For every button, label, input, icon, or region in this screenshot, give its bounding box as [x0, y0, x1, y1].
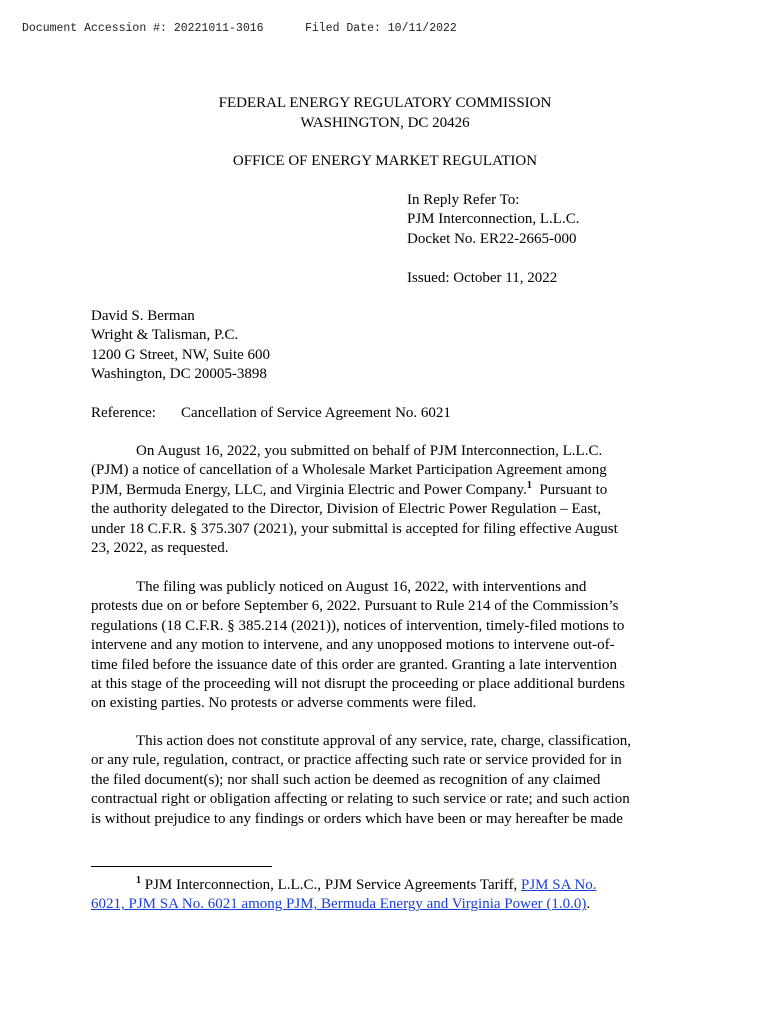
paragraph-line: (PJM) a notice of cancellation of a Wholesale Market Participation Agreement among	[91, 462, 607, 479]
footnote	[91, 876, 691, 915]
footnote-number: 1	[136, 875, 141, 886]
agency-address: WASHINGTON, DC 20426	[300, 115, 470, 131]
paragraph-2	[91, 578, 691, 714]
paragraph-line: intervene and any motion to intervene, and any unopposed motions to intervene out-of-	[91, 637, 615, 654]
paragraph-line: The filing was publicly noticed on August 16, 2022, with interventions and	[136, 579, 587, 595]
paragraph-line: time filed before the issuance date of this order are granted. Granting a late intervention	[91, 656, 618, 673]
filed-date: Filed Date: 10/11/2022	[304, 22, 457, 35]
paragraph-line: 23, 2022, as requested.	[91, 540, 229, 557]
paragraph-line: On August 16, 2022, you submitted on behalf of PJM Interconnection, L.L.C.	[136, 443, 603, 459]
accession-number: Document Accession #: 20221011-3016	[22, 22, 264, 35]
paragraph-line: contractual right or obligation affecting or relating to such service or rate; and such action	[91, 791, 630, 808]
agency-name: FEDERAL ENERGY REGULATORY COMMISSION	[218, 95, 552, 111]
reference-text: Cancellation of Service Agreement No. 6021	[181, 405, 451, 421]
paragraph-line: regulations (18 C.F.R. § 385.214 (2021)), notices of intervention, timely-filed motions to	[91, 617, 625, 634]
reply-company: PJM Interconnection, L.L.C.	[407, 211, 580, 228]
footnote-link-continued[interactable]: 6021, PJM SA No. 6021 among PJM, Bermuda Energy and Virginia Power (1.0.0)	[91, 896, 587, 913]
addressee-block	[91, 307, 270, 385]
paragraph-3	[91, 732, 691, 829]
paragraph-text: Pursuant to	[531, 481, 608, 498]
footnote-link[interactable]: PJM SA No.	[521, 877, 597, 893]
accession-header	[22, 22, 457, 35]
paragraph-text: PJM, Bermuda Energy, LLC, and Virginia Electric and Power Company.	[91, 481, 527, 498]
reply-block	[407, 191, 579, 288]
paragraph-line: the filed document(s); nor shall such action be deemed as recognition of any claimed	[91, 771, 601, 788]
paragraph-line: protests due on or before September 6, 2022. Pursuant to Rule 214 of the Commission’s	[91, 598, 619, 615]
reply-line: In Reply Refer To:	[407, 192, 520, 208]
paragraph-line: on existing parties. No protests or adverse comments were filed.	[91, 695, 477, 712]
paragraph-line: is without prejudice to any findings or orders which have been or may hereafter be made	[91, 810, 623, 827]
footnote-text: PJM Interconnection, L.L.C., PJM Service Agreements Tariff,	[141, 877, 521, 893]
addressee-name: David S. Berman	[91, 308, 195, 324]
footnote-line	[91, 876, 691, 895]
paragraph-line: or any rule, regulation, contract, or practice affecting such rate or service provided for in	[91, 752, 622, 769]
addressee-city: Washington, DC 20005-3898	[91, 366, 267, 383]
paragraph-line	[91, 481, 691, 500]
docket-number: Docket No. ER22-2665-000	[407, 230, 577, 247]
paragraph-1	[91, 442, 691, 558]
reference-label: Reference:	[91, 405, 156, 421]
addressee-street: 1200 G Street, NW, Suite 600	[91, 346, 271, 363]
issued-date: Issued: October 11, 2022	[407, 269, 558, 286]
footnote-divider	[91, 866, 272, 867]
footnote-ref[interactable]: 1	[526, 479, 532, 491]
paragraph-line: under 18 C.F.R. § 375.307 (2021), your submittal is accepted for filing effective August	[91, 520, 618, 537]
paragraph-line: at this stage of the proceeding will not disrupt the proceeding or place additional burdens	[91, 676, 626, 693]
footnote-period: .	[586, 896, 591, 913]
paragraph-line: This action does not constitute approval of any service, rate, charge, classification,	[136, 733, 631, 749]
addressee-firm: Wright & Talisman, P.C.	[91, 327, 239, 344]
footnote-line	[91, 895, 691, 914]
office-name: OFFICE OF ENERGY MARKET REGULATION	[232, 153, 538, 169]
paragraph-line: the authority delegated to the Director, Division of Electric Power Regulation – East,	[91, 501, 602, 518]
